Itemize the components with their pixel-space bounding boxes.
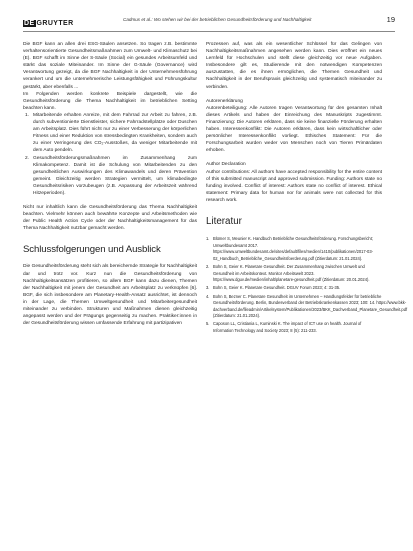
reference-text: Blümer S, Meunier K. Handbuch Betriebliche Gesundheitsförderung. Forschungsbericht; Umweltbundesamt 2017. https://www.umweltbundesamt.de/sites/default/files/medien/1410/publikationen/2017-03-02_Handbuch_Betriebliche_Gesundheitsfoerderung.pdf (Zitierdatum: 21.01.2024).	[213, 235, 373, 261]
header-rule	[23, 31, 395, 32]
paragraph: Prozessen auf, was als ein wesentlicher Schlüssel für das Gelingen von Nachhaltigkeitsmaßnahmen angesehen werden kann. Dies eröffnet ein neues Lernfeld für Hochschulen und stellt diese gleichzeitig vor neue Aufgaben. Insbesondere gilt es, Studierende mit den notwendigen Kompetenzen auszustatten, die es ihnen ermöglichen, die Themen Gesundheit und Nachhaltigkeit in der Berufspraxis gleichzeitig und systematisch miteinander zu verbinden.	[206, 42, 382, 90]
list-text: Gesundheitsförderungsmaßnahmen im Zusammenhang zum Klimakompetenz. Damit ist die Schulung von Mitarbeitenden zu den gesundheitlichen Auswirkungen des Klimawandels und deren Prävention gemeint. Gleichzeitig werden Strategien vermittelt, um klimabedingte Gesundheitsrisiken vorzubeugen (z.B. Anpassung der Arbeitszeit während Hitzeperioden).	[33, 155, 197, 196]
list-item	[23, 112, 197, 155]
page-number: 19	[386, 15, 395, 24]
reference-text: Bohn S, Bezner C. Planetare Gesundheit im Unternehmen – Handlungsfelder für betriebliche Gesundheitsförderung. Berlin, Bundesverband der Betriebskrankenkassen 2023; 100: 14. https://www.bkk-dachverband.de/fileadmin/Artikelsystem/Publikationen/2023/BKK_Dachverband_Planetare_Gesundheit.pdf (Zitierdatum: 21.01.2024).	[213, 293, 408, 319]
reference-item	[206, 236, 382, 262]
reference-item	[206, 285, 382, 292]
list-text: Mitarbeitende erhalten Anreize, mit dem Fahrrad zur Arbeit zu fahren, z.B. durch subventionierte Dienstleister, sichere Fahrradstellplätze oder Duschen am Arbeitsplatz. Dies führt nicht nur zu einer Verbesserung der körperlichen Fitness und einer Reduktion von stressbedingten Krankheiten, sondern auch zu einer Verringerung des CO₂-Ausstoßes, da weniger Mitarbeitende mit dem Auto pendeln.	[33, 112, 197, 154]
reference-text: Bohn S, Geier K. Planetare Gesundheit. DGUV Forum 2023; 4: 31-35.	[213, 285, 341, 291]
list-number: 2.	[25, 155, 30, 161]
paragraph: Nicht nur inhaltlich kann die Gesundheitsförderung das Thema Nachhaltigkeit beachten. Vielmehr können auch bewährte Konzepte und Arbeitsmethoden wie der Public Health Action Cycle oder der Nachhaltigkeitsmanagement für das Thema Nachhaltigkeit nutzbar gemacht werden.	[23, 205, 197, 232]
logo-prefix: DE	[24, 19, 35, 27]
right-column	[206, 41, 408, 336]
page-header	[23, 16, 395, 30]
reference-list	[206, 235, 408, 335]
reference-text: Bohn S, Geier K. Planetare Gesundheit. Der Zusammenhang zwischen Umwelt und Gesundheit im Arbeitskontext. Monitor Arbeitswelt 2023. https://www.dguv.de/medien/inhalt/planetare-gesundheit.pdf (Zitierdatum: 20.01.2024).	[213, 263, 370, 283]
reference-item	[206, 321, 382, 334]
paragraph: Author contributions: All authors have accepted responsibility for the entire content of this submitted manuscript and approved submission. Funding: Authors state no funding involved. Conflict of interest: Authors state no conflict of interest. Ethical statement: Primary data for human nor for animals were not collected for this research work.	[206, 169, 382, 203]
subheading: Autorenerklärung	[206, 98, 243, 104]
reference-number: 3.	[206, 285, 210, 291]
paragraph: Autorenbeteiligung: Alle Autoren tragen Verantwortung für den gesamten Inhalt dieses Artikels und haben der Einreichung des Manuskripts zugestimmt. Finanzierung: Die Autoren erklären, dass sie keine finanzielle Förderung erhalten haben. Interessenkonflikt: Die Autoren erklären, dass kein wirtschaftlicher oder persönlicher Interessenkonflikt vorliegt. Ethisches Statement: Für die Forschungsarbeit wurden weder von Menschen noch von Tieren Primärdaten erhoben.	[206, 105, 382, 154]
reference-text: Caposon LL, Cristiania L, Kuminski K. The impact of ICT use on health. Journal of Information Technology and Society 2023; 8 (5): 211-233.	[213, 321, 362, 334]
reference-number: 4.	[206, 293, 210, 299]
reference-number: 2.	[206, 263, 210, 269]
logo-rest: GRUYTER	[36, 19, 74, 27]
section-heading: Schlussfolgerungen und Ausblick	[23, 244, 161, 256]
subheading: Author Declaration	[206, 162, 246, 168]
list-item	[23, 155, 197, 198]
publisher-logo	[23, 20, 74, 27]
reference-number: 5.	[206, 321, 210, 327]
left-column	[23, 41, 197, 327]
reference-item	[206, 293, 408, 320]
example-list	[23, 112, 197, 197]
paragraph: Die BGF kann an allen drei ESG-Säulen ansetzen. So tragen z.B. bestimmte verhaltensorientierte Gesundheitsmaßnahmen zum Umwelt- und Klimaschutz bei (E). BGF schafft im Sinne der S-Säule (Social) ein gesundes Arbeitsumfeld und stärkt das soziale Miteinander. Im Sinne der G-Säule (Governance) wird Verantwortung gezeigt, da die BGF Nachhaltigkeit in der Unternehmensführung verankert und um die unternehmerische Leistungsfähigkeit und Führungskultur gestärkt, aber ebenfalls ...	[23, 42, 197, 90]
paragraph: Im Folgenden werden konkrete Beispiele dargestellt, wie die Gesundheitsförderung die Thema Nachhaltigkeit im betrieblichen Setting beachten kann.	[23, 91, 197, 111]
reference-number: 1.	[206, 235, 210, 241]
reference-item	[206, 264, 382, 284]
literature-heading: Literatur	[206, 215, 242, 227]
running-title: Cadmus et al.: Wo stehen wir bei der betrieblichen Gesundheitsförderung und Nachhaltigkeit	[123, 17, 312, 22]
list-number: 1.	[25, 112, 30, 118]
paragraph: Die Gesundheitsförderung steht sich als bereichernde Strategie für Nachhaltigkeit dar und trotz vor. Kurz nun die Gesundheitsförderung von Nachhaltigkeitsansätzen profitieren, so allem BGF kann dazu dienen, Themen der Nachhaltigkeit mit jenem der Gesundheit am Arbeitsplatz zu verknüpfen [6]. BGF, die sich insbesondere am Planetary-Health-Ansatz ausrichtet, ist dennoch in der Lage, die Themen Umweltgesundheit und Mitarbeitergesundheit miteinander zu verbinden. Strukturen und Maßnahmen dienen gleichzeitig angepasst werden und der Prägungs gegenseitig zu machen. Praktiker:innen in der Gesundheitsförderung wissen umfassende Erfahrung mit partizipativen	[23, 264, 197, 327]
